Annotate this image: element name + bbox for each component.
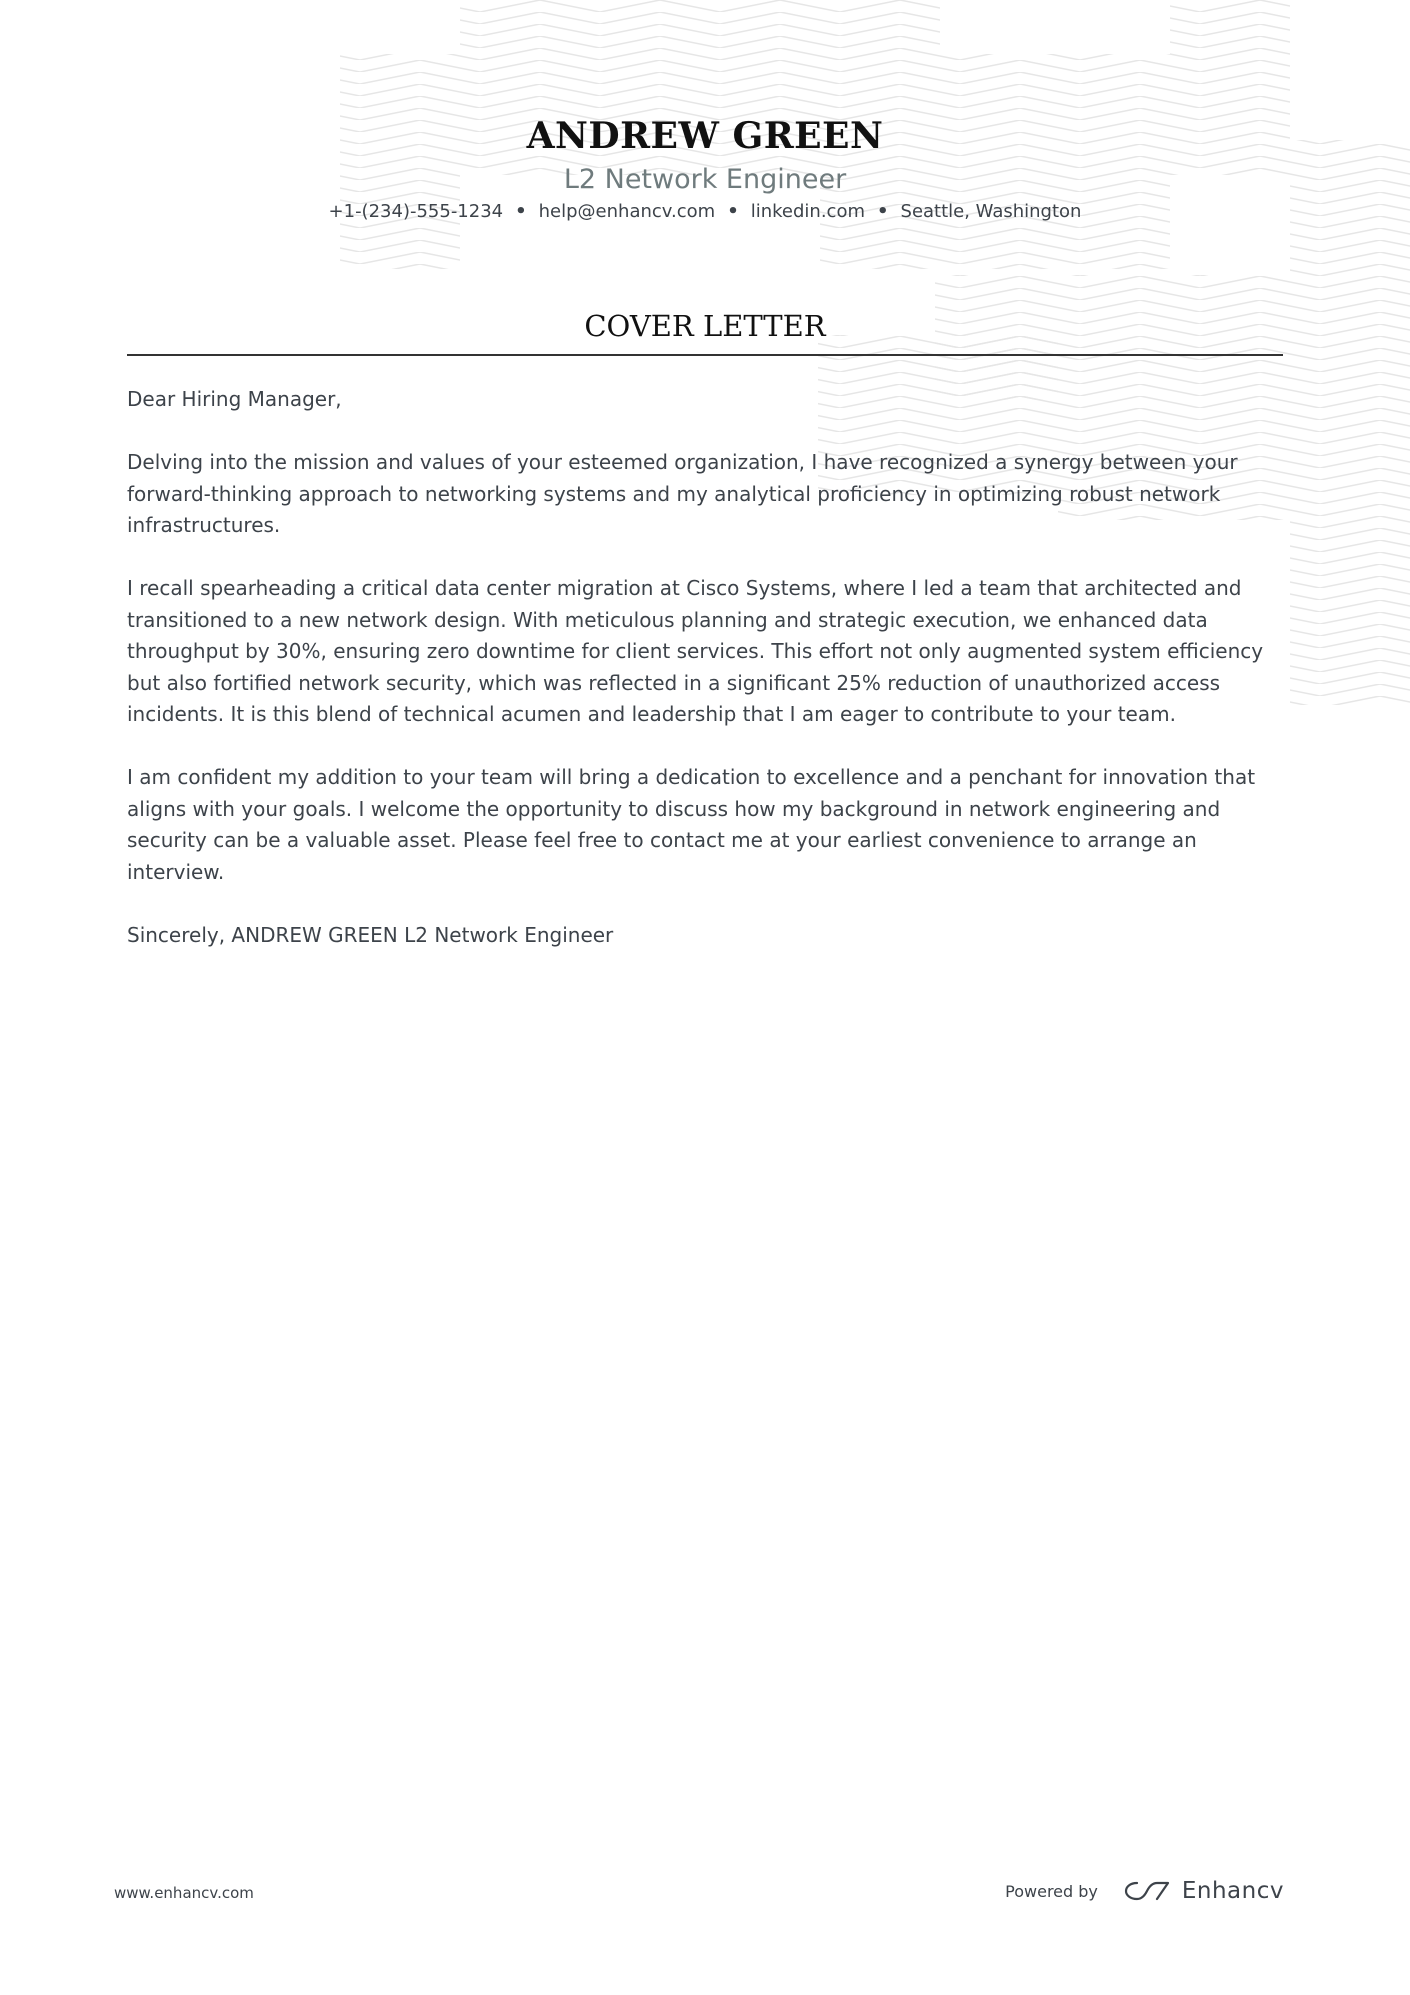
letter-paragraph: Delving into the mission and values of your esteemed organization, I have recognized a synergy between your forward-thinking approach to networking systems and my analytical proficiency in optimizing robust network infrastructures. [127,450,1238,537]
separator-dot: • [727,201,739,222]
separator-dot: • [877,201,889,222]
letter-body [127,384,1283,983]
linkedin-link: linkedin.com [750,201,865,222]
email-address: help@enhancv.com [538,201,716,222]
section-heading: COVER LETTER [584,309,826,343]
resume-header [0,112,1410,224]
location: Seattle, Washington [900,201,1082,222]
separator-dot: • [515,201,527,222]
phone-number: +1-(234)-555-1234 [328,201,504,222]
letter-paragraph: I am confident my addition to your team will bring a dedication to excellence and a penchant for innovation that aligns with your goals. I welcome the opportunity to discuss how my background in network engineering and security can be a valuable asset. Please feel free to contact me at your earliest convenience to arrange an interview. [127,765,1256,884]
applicant-name: ANDREW GREEN [526,115,884,157]
footer-website: www.enhancv.com [114,1884,254,1902]
letter-greeting: Dear Hiring Manager, [127,387,342,411]
enhancv-logo-icon [1124,1879,1170,1903]
letter-paragraph: I recall spearheading a critical data center migration at Cisco Systems, where I led a team that architected and transitioned to a new network design. With meticulous planning and strategic execution, we enhanced data throughput by 30%, ensuring zero downtime for client services. This effort not only augmented system efficiency but also fortified network security, which was reflected in a significant 25% reduction of unauthorized access incidents. It is this blend of technical acumen and leadership that I am eager to contribute to your team. [127,576,1264,726]
contact-info [0,200,1410,224]
letter-closing: Sincerely, ANDREW GREEN L2 Network Engineer [127,922,614,947]
powered-by-label: Powered by [1005,1881,1098,1901]
section-divider [127,354,1283,356]
applicant-title: L2 Network Engineer [563,164,847,195]
footer-branding [1005,1878,1284,1904]
enhancv-brand-name: Enhancv [1181,1878,1284,1904]
